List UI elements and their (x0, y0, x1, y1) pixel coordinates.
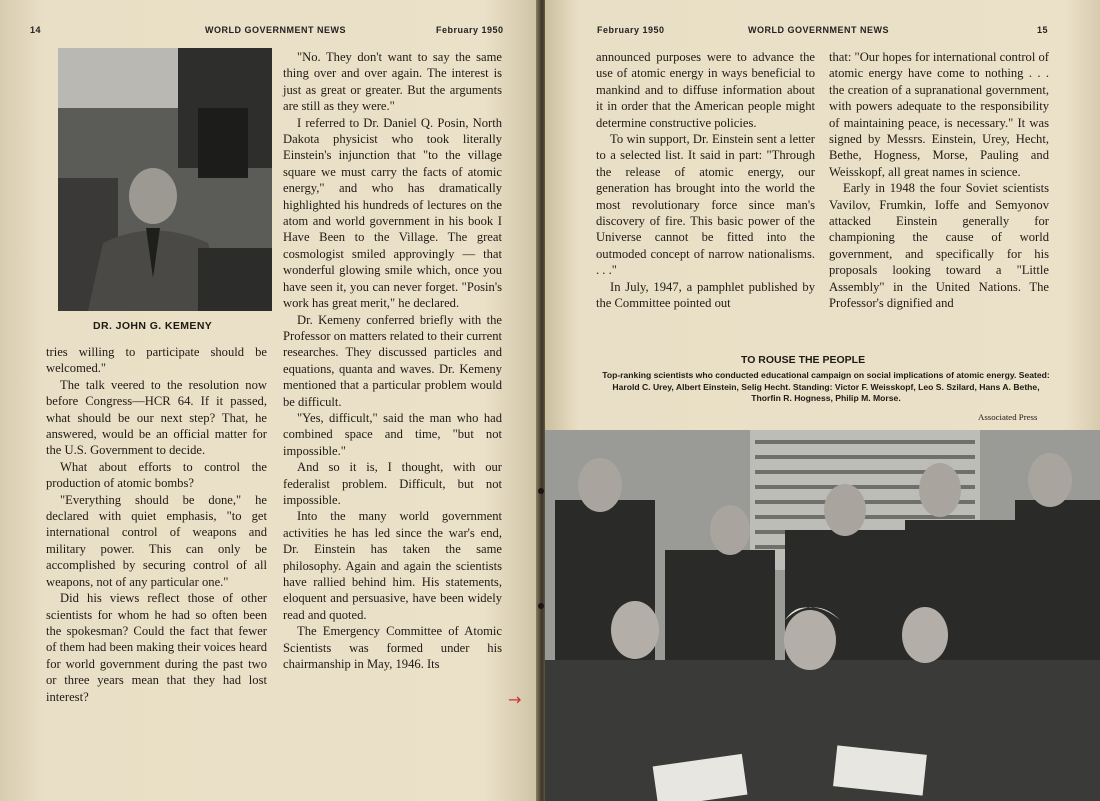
right-page (545, 0, 1100, 801)
kemeny-portrait-photo (58, 48, 272, 311)
paragraph: To win support, Dr. Einstein sent a letter to a selected list. It said in part: "Through the release of atomic energy, our generation has brought into the world the most revolutionary force since man's discovery of fire. This basic power of the Universe cannot be fitted into the outmoded concept of narrow nationalisms. . . ." (596, 132, 815, 278)
paragraph: "Everything should be done," he declared with quiet emphasis, "to get international control of weapons and military power. This can only be accomplished by securing control of all weapons, not of any particular one." (46, 492, 267, 589)
left-running-title: WORLD GOVERNMENT NEWS (205, 25, 346, 35)
staple-hole (538, 603, 544, 609)
paragraph: "Yes, difficult," said the man who had combined space and time, "but not impossible." (283, 410, 502, 458)
paragraph: Dr. Kemeny conferred briefly with the Professor on matters related to their current researches. They discussed particles and equations, quanta and waves. Dr. Kemeny mentioned that a particular problem would be difficult. (283, 312, 502, 409)
portrait-illustration (58, 48, 272, 311)
left-page-number: 14 (30, 25, 42, 35)
right-page-number: 15 (1037, 25, 1049, 35)
photo-credit: Associated Press (978, 412, 1038, 422)
right-running-title: WORLD GOVERNMENT NEWS (748, 25, 889, 35)
group-photo-illustration (545, 430, 1100, 801)
paragraph: that: "Our hopes for international control of atomic energy have come to nothing . . . the creation of a supranational government, with powers adequate to the responsibility of maintaining peace, is necessary." It was signed by Messrs. Einstein, Urey, Hecht, Bethe, Hogness, Morse, Pauling and Weisskopf, all great names in science. (829, 50, 1049, 179)
paragraph: In July, 1947, a pamphlet published by the Committee pointed out (596, 279, 815, 311)
paragraph: tries willing to participate should be welcomed." (46, 345, 267, 376)
photo-caption-title: TO ROUSE THE PEOPLE (741, 354, 866, 366)
staple-hole (538, 488, 544, 494)
paragraph: The Emergency Committee of Atomic Scientists was formed under his chairmanship in May, 1946. Its (283, 624, 502, 672)
right-column-1 (596, 49, 815, 312)
red-arrow-annotation: → (508, 690, 522, 709)
left-page (0, 0, 538, 801)
paragraph: The talk veered to the resolution now before Congress—HCR 64. If it passed, what should be our next step? That, he answered, would be an official matter for the U.S. Government to decide. (46, 377, 267, 458)
left-column-2 (283, 49, 502, 672)
paragraph: Early in 1948 the four Soviet scientists Vavilov, Frumkin, Ioffe and Semyonov attacked Einstein generally for championing the cause of world government, and specifically for his proposals looking toward a "Little Assembly" in the United Nations. The Professor's dignified and (829, 181, 1049, 311)
portrait-caption: DR. JOHN G. KEMENY (93, 320, 213, 332)
paragraph: announced purposes were to advance the use of atomic energy in ways beneficial to mankind and to diffuse information about it in order that the American people might determine constructive policies. (596, 50, 815, 130)
paragraph: And so it is, I thought, with our federalist problem. Difficult, but not impossible. (283, 460, 502, 507)
paragraph: What about efforts to control the production of atomic bombs? (46, 459, 267, 491)
left-date: February 1950 (436, 25, 504, 35)
right-date: February 1950 (597, 25, 665, 35)
scientists-group-photo (545, 430, 1100, 801)
paragraph: "No. They don't want to say the same thing over and over again. The interest is just as great or greater. But the arguments are still as they were." (283, 50, 502, 114)
paragraph: Did his views reflect those of other scientists for whom he had so often been the spokesman? Could the fact that fewer of them had been making their voices heard for world government during the past two or three years mean that they had lost interest? (46, 591, 267, 704)
left-column-1 (46, 344, 267, 705)
right-column-2 (829, 49, 1049, 312)
photo-caption-text: Top-ranking scientists who conducted educational campaign on social implications of atomic energy. Seated: Harold C. Urey, Albert Einstein, Selig Hecht. Standing: Victor F. Weisskopf, Leo S. Szilard, Hans A. Bethe, Thorfin R. Hogness, Philip M. Morse. (602, 370, 1050, 403)
paragraph: I referred to Dr. Daniel Q. Posin, North Dakota physicist who took literally Einstein's injunction that "to the village square we must carry the facts of atomic energy," and who has dramatically highlighted his hundreds of lectures on the atom and world government in his book I Have Been to the Village. The great cosmologist smiled approvingly — that wonderful glowing smile which, once you have seen it, you can never forget. "Posin's work has great merit," he declared. (283, 115, 502, 311)
paragraph: Into the many world government activities he has led since the war's end, Dr. Einstein has taken the same philosophy. Again and again the scientists have rallied behind him. His statements, eloquent and persuasive, have been widely read and quoted. (283, 509, 502, 622)
